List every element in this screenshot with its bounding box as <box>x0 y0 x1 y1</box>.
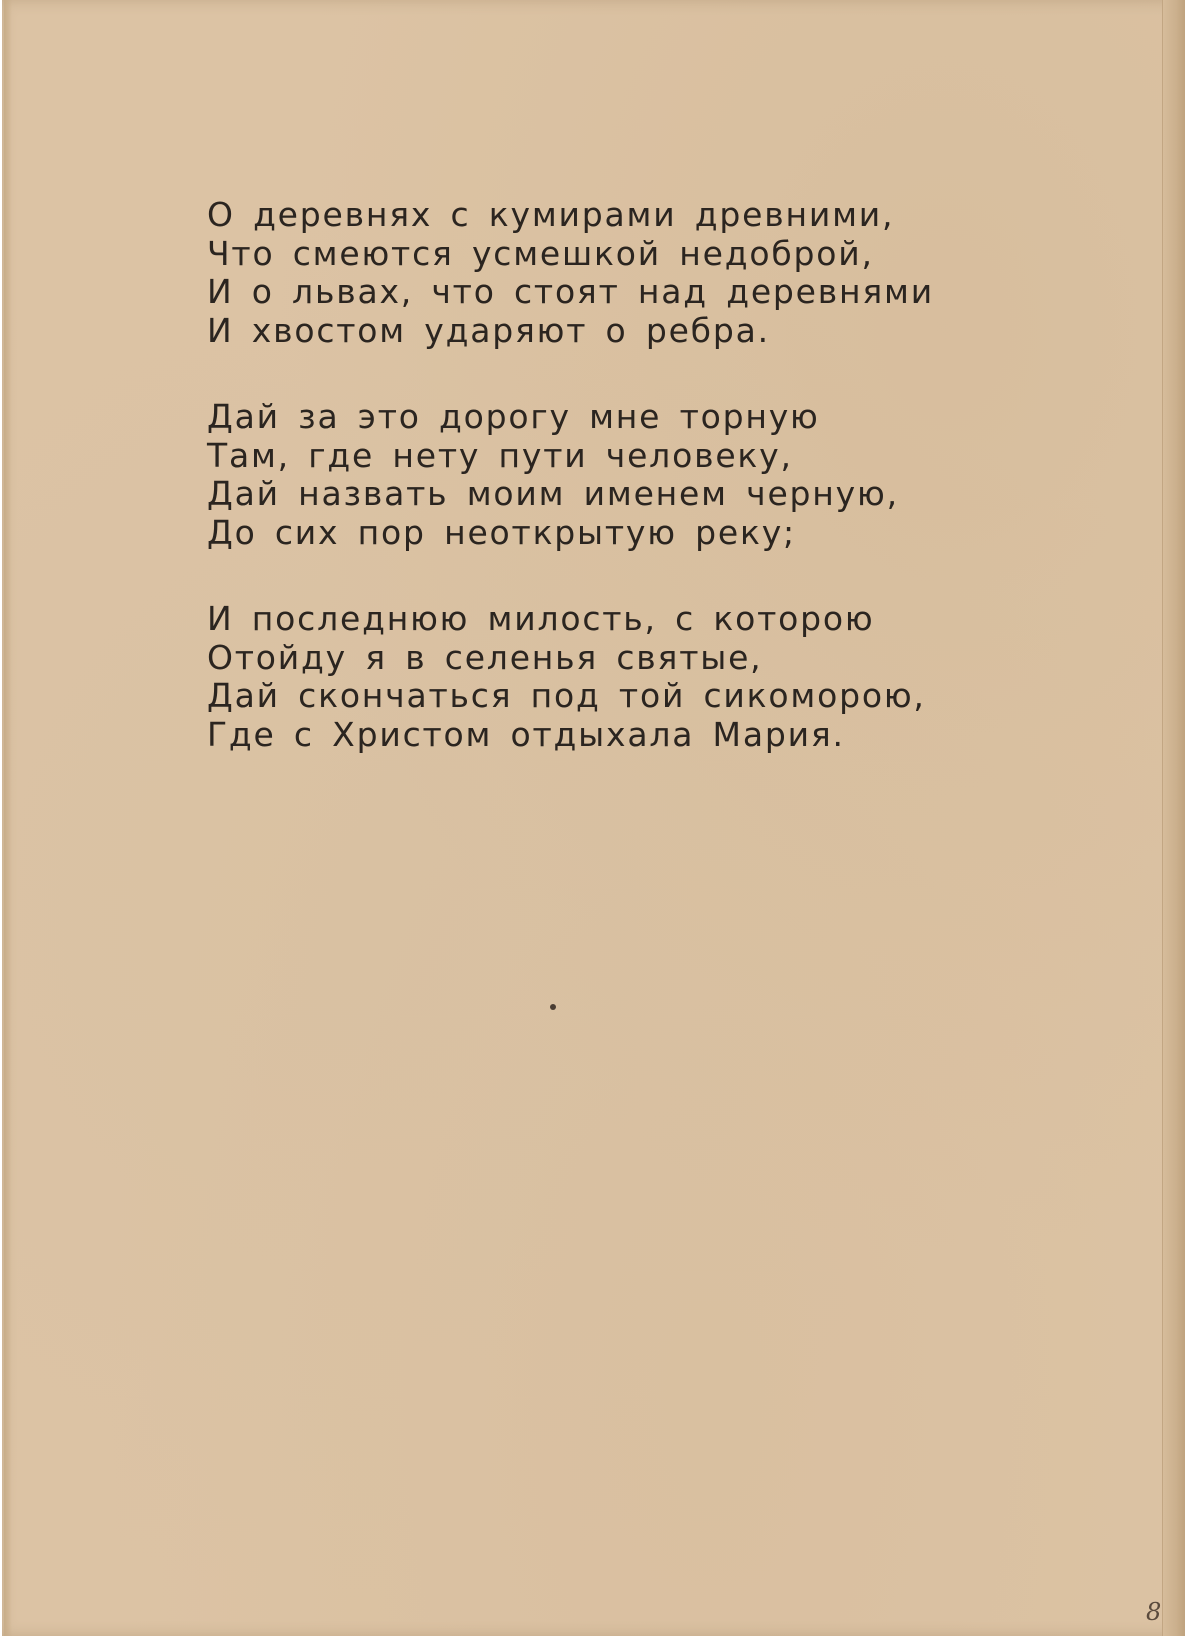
poem-line: Дай скончаться под той сикоморою, <box>207 676 926 715</box>
poem-line: О деревнях с кумирами древними, <box>207 195 895 234</box>
page-right-edge <box>1162 0 1185 1636</box>
poem-line: И хвостом ударяют о ребра. <box>207 310 770 350</box>
poem-line: Дай за это дорогу мне торную <box>207 397 820 436</box>
book-page <box>2 0 1181 1636</box>
poem-line: И о львах, что стоят над деревнями <box>207 272 934 311</box>
poem-line: И последнюю милость, с которою <box>207 599 875 638</box>
stanza-2 <box>207 398 907 552</box>
poem-line: До сих пор неоткрытую реку; <box>207 512 796 552</box>
poem-line: Где с Христом отдыхала Мария. <box>207 714 845 754</box>
poem-line: Что смеются усмешкой недоброй, <box>207 233 874 273</box>
poem-line: Дай назвать моим именем черную, <box>207 474 899 513</box>
page-number: 8 <box>1146 1598 1162 1626</box>
poem-line: Отойду я в селенья святые, <box>207 637 763 677</box>
poem-line: Там, где нету пути человеку, <box>207 435 793 475</box>
ink-speck <box>550 1004 556 1010</box>
page-left-edge <box>4 0 12 1636</box>
poem-text <box>207 195 934 802</box>
stanza-3 <box>207 599 926 754</box>
stanza-1 <box>207 195 934 350</box>
